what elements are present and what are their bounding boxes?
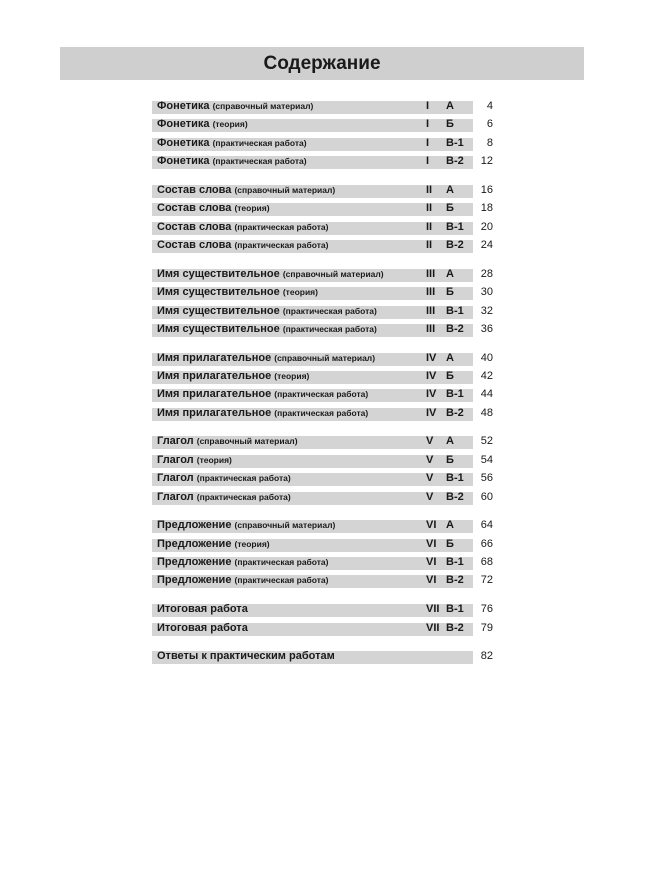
entry-topic-text: Итоговая работа <box>157 603 248 616</box>
toc-group <box>152 434 497 508</box>
entry-topic-text: Глагол <box>157 453 194 466</box>
toc-entry[interactable] <box>152 154 497 172</box>
entry-page-number: 4 <box>486 100 493 112</box>
entry-section: А <box>446 435 454 448</box>
entry-topic <box>157 286 318 298</box>
toc-entry[interactable] <box>152 267 497 285</box>
entry-part: III <box>426 322 436 335</box>
toc-group <box>152 602 497 639</box>
entry-note: (теория) <box>212 119 248 130</box>
entry-page-number: 20 <box>480 220 493 233</box>
entry-topic <box>157 370 309 382</box>
entry-page-number: 44 <box>480 388 493 401</box>
entry-part: VI <box>426 537 437 550</box>
entry-section: В-2 <box>446 621 464 634</box>
entry-page-number: 24 <box>480 239 493 252</box>
entry-topic <box>157 491 291 503</box>
entry-topic-text: Глагол <box>157 490 194 503</box>
entry-page-number: 60 <box>480 490 493 503</box>
toc-entry[interactable] <box>152 602 497 620</box>
entry-page-number: 32 <box>480 304 493 317</box>
toc-entry[interactable] <box>152 117 497 135</box>
toc-entry[interactable] <box>152 471 497 489</box>
entry-note: (теория) <box>234 203 270 214</box>
page-title: Содержание <box>263 52 381 74</box>
entry-section: А <box>446 100 454 112</box>
entry-topic <box>157 556 329 568</box>
entry-page-number: 18 <box>480 202 493 215</box>
toc-entry[interactable] <box>152 99 497 117</box>
entry-topic-text: Фонетика <box>157 155 210 168</box>
entry-part: II <box>426 183 433 196</box>
entry-topic <box>157 622 248 634</box>
toc-entry[interactable] <box>152 304 497 322</box>
entry-topic-text: Имя прилагательное <box>157 406 272 419</box>
entry-topic-text: Фонетика <box>157 100 210 112</box>
entry-note: (справочный материал) <box>274 352 376 363</box>
entry-topic <box>157 435 298 447</box>
entry-topic-text: Предложение <box>157 556 232 569</box>
entry-section: В-1 <box>446 304 464 317</box>
entry-section: В-2 <box>446 490 464 503</box>
entry-topic <box>157 352 375 364</box>
entry-section: А <box>446 519 454 532</box>
entry-section: Б <box>446 453 454 466</box>
entry-topic-text: Предложение <box>157 537 232 550</box>
entry-note: (практическая работа) <box>234 557 329 568</box>
entry-page-number: 12 <box>480 155 493 168</box>
entry-page-number: 64 <box>480 519 493 532</box>
entry-part: VI <box>426 574 437 587</box>
entry-note: (практическая работа) <box>196 473 291 484</box>
entry-note: (справочный материал) <box>212 101 314 111</box>
entry-note: (практическая работа) <box>212 156 307 167</box>
entry-part: II <box>426 239 433 252</box>
entry-topic <box>157 519 335 531</box>
entry-page-number: 79 <box>480 621 493 634</box>
entry-topic <box>157 305 377 317</box>
toc-entry[interactable] <box>152 649 497 667</box>
entry-part: III <box>426 286 436 299</box>
entry-part: V <box>426 490 434 503</box>
entry-page-number: 40 <box>480 351 493 364</box>
entry-note: (теория) <box>282 287 318 298</box>
entry-note: (практическая работа) <box>212 137 307 148</box>
entry-section: В-1 <box>446 388 464 401</box>
entry-page-number: 48 <box>480 406 493 419</box>
entry-part: VII <box>426 621 440 634</box>
toc-group <box>152 99 497 173</box>
toc-entry[interactable] <box>152 183 497 201</box>
title-bar <box>60 47 584 80</box>
entry-section: В-1 <box>446 472 464 485</box>
toc-entry[interactable] <box>152 537 497 555</box>
entry-part: IV <box>426 369 437 382</box>
entry-section: В-2 <box>446 239 464 252</box>
entry-part: III <box>426 267 436 280</box>
entry-page-number: 66 <box>480 537 493 550</box>
entry-topic-text: Состав слова <box>157 239 232 252</box>
toc-group <box>152 649 497 667</box>
entry-topic-text: Состав слова <box>157 202 232 215</box>
entry-part: IV <box>426 388 437 401</box>
toc-entry[interactable] <box>152 351 497 369</box>
toc-entry[interactable] <box>152 434 497 452</box>
entry-topic <box>157 155 307 167</box>
entry-topic-text: Имя прилагательное <box>157 369 272 382</box>
entry-page-number: 42 <box>480 369 493 382</box>
entry-page-number: 36 <box>480 322 493 335</box>
entry-part: VII <box>426 603 440 616</box>
entry-note: (практическая работа) <box>282 305 377 316</box>
entry-topic <box>157 202 270 214</box>
toc-entry[interactable] <box>152 518 497 536</box>
entry-topic <box>157 323 377 335</box>
toc-entry[interactable] <box>152 136 497 154</box>
entry-note: (теория) <box>274 370 310 381</box>
entry-page-number: 76 <box>480 603 493 616</box>
entry-note: (практическая работа) <box>234 240 329 251</box>
entry-topic-text: Фонетика <box>157 118 210 131</box>
toc-group <box>152 518 497 592</box>
entry-topic <box>157 472 291 484</box>
entry-topic <box>157 184 335 196</box>
entry-section: А <box>446 267 454 280</box>
entry-section: В-2 <box>446 155 464 168</box>
entry-section: В-1 <box>446 220 464 233</box>
entry-topic-text: Фонетика <box>157 136 210 149</box>
entry-note: (справочный материал) <box>196 436 298 447</box>
entry-topic-text: Состав слова <box>157 220 232 233</box>
toc-entry[interactable] <box>152 573 497 591</box>
toc-entry[interactable] <box>152 490 497 508</box>
entry-topic-text: Имя существительное <box>157 304 280 317</box>
entry-section: В-2 <box>446 574 464 587</box>
entry-topic-text: Итоговая работа <box>157 621 248 634</box>
entry-topic-text: Предложение <box>157 574 232 587</box>
entry-page-number: 28 <box>480 267 493 280</box>
entry-topic-text: Предложение <box>157 519 232 532</box>
entry-note: (теория) <box>196 454 232 465</box>
toc-entry[interactable] <box>152 201 497 219</box>
entry-page-number: 68 <box>480 556 493 569</box>
entry-part: I <box>426 155 430 168</box>
entry-topic-text: Имя существительное <box>157 286 280 299</box>
entry-part: II <box>426 220 433 233</box>
entry-note: (практическая работа) <box>234 221 329 232</box>
toc-entry[interactable] <box>152 555 497 573</box>
entry-section: А <box>446 351 454 364</box>
entry-section: В-2 <box>446 322 464 335</box>
entry-topic <box>157 650 335 662</box>
entry-part: V <box>426 472 434 485</box>
entry-note: (практическая работа) <box>196 491 291 502</box>
toc-entry[interactable] <box>152 238 497 256</box>
toc-entry[interactable] <box>152 220 497 238</box>
toc-entry[interactable] <box>152 387 497 405</box>
entry-section: В-1 <box>446 136 464 149</box>
entry-topic-text: Имя прилагательное <box>157 388 272 401</box>
entry-topic <box>157 574 329 586</box>
toc-entry[interactable] <box>152 285 497 303</box>
toc-group <box>152 267 497 341</box>
toc-entry[interactable] <box>152 406 497 424</box>
entry-part: I <box>426 118 430 131</box>
entry-section: В-1 <box>446 603 464 616</box>
entry-topic <box>157 221 328 233</box>
entry-note: (справочный материал) <box>282 268 384 279</box>
entry-topic <box>157 454 232 466</box>
entry-section: Б <box>446 286 454 299</box>
entry-topic-text: Имя прилагательное <box>157 351 272 364</box>
entry-topic <box>157 603 248 615</box>
entry-note: (теория) <box>234 538 270 549</box>
entry-page-number: 72 <box>480 574 493 587</box>
entry-topic <box>157 100 313 112</box>
entry-part: IV <box>426 406 437 419</box>
entry-topic <box>157 538 270 550</box>
toc-group <box>152 183 497 257</box>
entry-topic <box>157 137 307 149</box>
entry-note: (справочный материал) <box>234 520 336 531</box>
entry-topic-text: Ответы к практическим работам <box>157 650 335 663</box>
entry-section: Б <box>446 202 454 215</box>
entry-part: V <box>426 435 434 448</box>
entry-topic <box>157 407 368 419</box>
toc-entry[interactable] <box>152 621 497 639</box>
entry-page-number: 30 <box>480 286 493 299</box>
entry-part: III <box>426 304 436 317</box>
entry-note: (практическая работа) <box>274 407 369 418</box>
table-of-contents <box>152 99 497 678</box>
entry-topic-text: Глагол <box>157 435 194 448</box>
entry-part: VI <box>426 556 437 569</box>
entry-page-number: 82 <box>480 650 493 663</box>
entry-topic <box>157 268 384 280</box>
entry-note: (справочный материал) <box>234 184 336 195</box>
entry-page-number: 8 <box>486 136 493 149</box>
entry-topic <box>157 239 328 251</box>
toc-entry[interactable] <box>152 322 497 340</box>
entry-section: В-1 <box>446 556 464 569</box>
entry-page-number: 6 <box>486 118 493 131</box>
entry-part: I <box>426 100 430 112</box>
entry-topic-text: Глагол <box>157 472 194 485</box>
toc-entry[interactable] <box>152 453 497 471</box>
entry-part: VI <box>426 519 437 532</box>
entry-topic <box>157 388 368 400</box>
entry-part: V <box>426 453 434 466</box>
entry-section: В-2 <box>446 406 464 419</box>
entry-part: II <box>426 202 433 215</box>
entry-note: (практическая работа) <box>274 389 369 400</box>
toc-entry[interactable] <box>152 369 497 387</box>
entry-section: Б <box>446 369 454 382</box>
entry-page-number: 52 <box>480 435 493 448</box>
entry-section: Б <box>446 118 454 131</box>
entry-topic-text: Имя существительное <box>157 267 280 280</box>
entry-part: I <box>426 136 430 149</box>
entry-part: IV <box>426 351 437 364</box>
entry-topic <box>157 118 248 130</box>
entry-note: (практическая работа) <box>234 575 329 586</box>
entry-page-number: 16 <box>480 183 493 196</box>
entry-section: Б <box>446 537 454 550</box>
toc-group <box>152 351 497 425</box>
entry-page-number: 54 <box>480 453 493 466</box>
entry-page-number: 56 <box>480 472 493 485</box>
entry-note: (практическая работа) <box>282 323 377 334</box>
entry-topic-text: Имя существительное <box>157 322 280 335</box>
entry-topic-text: Состав слова <box>157 183 232 196</box>
entry-section: А <box>446 183 454 196</box>
